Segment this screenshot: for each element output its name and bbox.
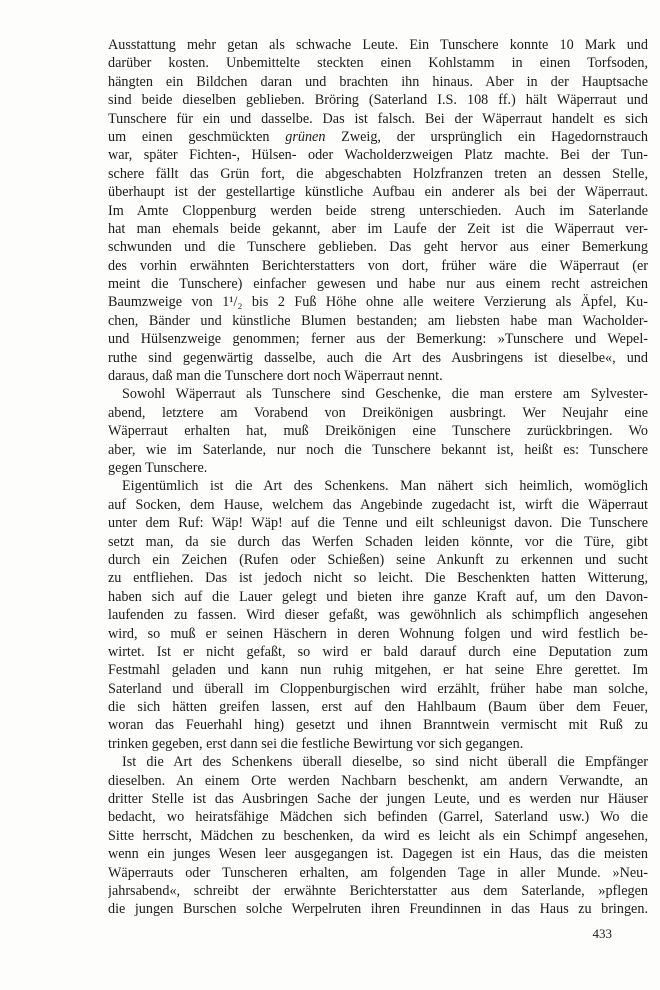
italic-text: grünen [285, 128, 326, 145]
text-line: trinken gegeben, erst dann sei die festliche Bewirtung vor sich gegangen. [108, 735, 524, 752]
text-line: laufenden zu fassen. Wird dieser gefaßt, was gewöhnlich als schimpflich angesehen [108, 607, 648, 624]
text-line: Eigentümlich ist die Art des Schenkens. Man nähert sich heimlich, womöglich [122, 478, 648, 495]
text-line: die jungen Burschen solche Werpelruten ihren Freundinnen in das Haus zu bringen. [108, 901, 648, 918]
text-line: überhaupt ist der gestellartige künstliche Aufbau ein anderer als bei der Wäperraut. [108, 184, 648, 201]
text-line: die sich hätten greifen lassen, erst auf den Hahlbaum (Baum über dem Feuer, [108, 699, 648, 716]
text-line: Wäperraut erhalten hat, muß Dreikönigen eine Tunschere zurückbringen. Wo [108, 423, 648, 440]
text-line: hat man ehemals beide gekannt, aber im Laufe der Zeit ist die Wäperraut ver- [108, 220, 648, 237]
text-line: sind beide dieselben geblieben. Bröring (Saterland I.S. 108 ff.) hält Wäperraut und [108, 92, 648, 109]
text-line: des vorhin erwähnten Berichterstatters von dort, früher wäre die Wäperraut (er [108, 257, 648, 274]
text-line: schwunden und die Tunschere geblieben. Das geht hervor aus einer Bemerkung [108, 239, 648, 256]
text-line: daraus, daß man die Tunschere dort noch Wäperraut nennt. [108, 368, 443, 385]
text-line: haben sich auf die Lauer gelegt und bieten ihre ganze Kraft auf, um den Davon- [108, 588, 648, 605]
text-line: dieselben. An einem Orte werden Nachbarn beschenkt, am andern Verwandte, an [108, 772, 648, 789]
text-line: zu entfliehen. Das ist jedoch nicht so leicht. Die Beschenkten hatten Witterung, [108, 570, 648, 587]
text-line: Baumzweige von 1¹/₂ bis 2 Fuß Höhe ohne alle weitere Verzierung als Äpfel, Ku- [108, 294, 648, 311]
text-line: um einen geschmückten grünen Zweig, der ursprünglich ein Hagedornstrauch [108, 128, 648, 145]
text-line: und Hülsenzweige genommen; ferner aus der Bemerkung: »Tunschere und Wepel- [108, 331, 648, 348]
text-line: ruthe sind gegenwärtig dasselbe, auch die Art des Ausbringens ist dieselbe«, und [108, 349, 648, 366]
text-line: Sitte herrscht, Mädchen zu beschenken, da wird es leicht als ein Schimpf angesehen, [108, 827, 648, 844]
text-line: Tunschere für ein und dasselbe. Das ist falsch. Bei der Wäperraut handelt es sich [108, 110, 648, 127]
text-line: bedacht, wo heiratsfähige Mädchen sich befinden (Garrel, Saterland usw.) Wo die [108, 809, 648, 826]
text-line: setzt man, da sie durch das Werfen Schaden leiden könnte, vor die Türe, gibt [108, 533, 648, 550]
text-line: Wäperrauts oder Tunscheren erhalten, am folgenden Tage in aller Munde. »Neu- [108, 864, 648, 881]
page-text [108, 36, 648, 919]
text-line: gegen Tunschere. [108, 459, 208, 476]
text-line: war, später Fichten-, Hülsen- oder Wacholderzweigen Platz machte. Bei der Tun- [108, 147, 648, 164]
text-line: chen, Bänder und künstliche Blumen bestanden; am liebsten habe man Wacholder- [108, 312, 648, 329]
text-line: hängten ein Bildchen daran und brachten ihn hinaus. Aber in der Hauptsache [108, 73, 648, 90]
text-line: dritter Stelle ist das Ausbringen Sache der jungen Leute, und es werden nur Häuser [108, 791, 648, 808]
text-line: schere fällt das Grün fort, die abgeschabten Holzfranzen treten an dessen Stelle, [108, 165, 648, 182]
text-line: Im Amte Cloppenburg werden beide streng unterschieden. Auch im Saterlande [108, 202, 648, 219]
text-line: meint die Tunschere) einfacher gewesen und habe nur aus einem recht astreichen [108, 276, 648, 293]
text-line: aber, wie im Saterlande, nur noch die Tunschere bekannt ist, heißt es: Tunschere [108, 441, 648, 458]
text-line: wenn ein junges Wesen leer ausgegangen ist. Dagegen ist ein Haus, das die meisten [108, 846, 648, 863]
text-line: darüber kosten. Unbemittelte steckten einen Kohlstamm in einen Torfsoden, [108, 55, 648, 72]
text-line: woran das Feuerhahl hing) gesetzt und ihnen Branntwein vermischt mit Ruß zu [108, 717, 648, 734]
text-line: Ausstattung mehr getan als schwache Leute. Ein Tunschere konnte 10 Mark und [108, 37, 648, 53]
text-line: wirtet. Ist er nicht gefaßt, so wird er bald darauf durch eine Deputation zum [108, 643, 648, 660]
text-line: unter dem Ruf: Wäp! Wäp! auf die Tenne und eilt schleunigst davon. Die Tunschere [108, 515, 648, 532]
text-line: abend, letztere am Vorabend von Dreikönigen ausbringt. Wer Neujahr eine [108, 404, 648, 421]
text-line: Sowohl Wäperraut als Tunschere sind Geschenke, die man erstere am Sylvester- [122, 386, 648, 403]
text-line: Festmahl geladen und kann nun ruhig mitgehen, er hat seine Ehre gerettet. Im [108, 662, 648, 679]
page-number: 433 [592, 926, 612, 941]
text-line: Ist die Art des Schenkens überall dieselbe, so sind nicht überall die Empfänger [122, 754, 648, 771]
text-line: jahrsabend«, schreibt der erwähnte Berichterstatter aus dem Saterlande, »pflegen [108, 882, 648, 899]
text-line: wird, so muß er seinen Häschern in deren Wohnung folgen und wird festlich be- [108, 625, 648, 642]
text-line: Saterland und überall im Cloppenburgischen wird erzählt, früher habe man solche, [108, 680, 648, 697]
text-line: durch ein Zeichen (Rufen oder Schießen) seine Ankunft zu erkennen und sucht [108, 551, 648, 568]
text-line: auf Socken, dem Hause, welchem das Angebinde zugedacht ist, wirft die Wäperraut [108, 496, 648, 513]
